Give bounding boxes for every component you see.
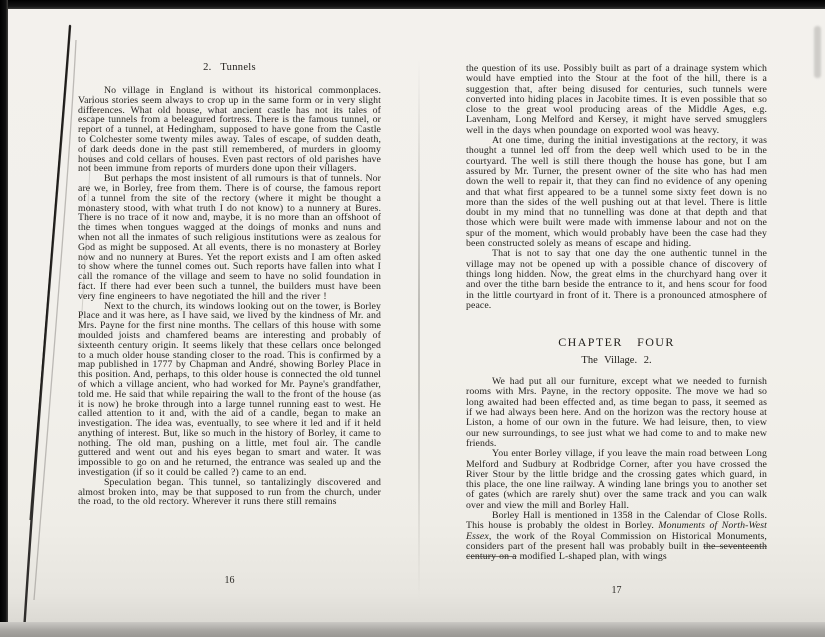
paragraph: the question of its use. Possibly built as part of a drainage system which would have emptied into the Stour at the foot of the hill, there is a suggestion that, after being disused for centuries, such tunnels were converted into hiding places in Jacobite times. It is even possible that so close to the great wool producing areas of the Middle Ages, e.g. Lavenham, Long Melford and Kersey, it might have served smugglers well in the days when poundage on exported wool was heavy.: [466, 63, 767, 136]
page-left: [78, 62, 381, 586]
paragraph: At one time, during the initial investigations at the rectory, it was thought a tunnel led off from the deep well which used to be in the courtyard. The well is still there though the house has gone, but I am assured by Mr. Turner, the present owner of the site who has had men down the well to repair it, that they can find no evidence of any opening and that what first appeared to be a tunnel some sixty feet down is no more than the sides of the well pushing out at that level. There is little doubt in my mind that no tunnelling was done at that depth and that those which were built were made with immense labour and not on the spur of the moment, which would probably have been the case had they been constructed solely as means of escape and hiding.: [466, 135, 767, 250]
paragraph: No village in England is without its historical commonplaces. Various stories seem always to crop up in the same form or in very slight differences. What old house, what ancient castle has not its tales of escape tunnels from a beleagured fortress. There is the famous tunnel, or report of a tunnel, at Hedingham, supposed to have gone from the Castle to Colchester some twenty miles away. Tales of escape, of sudden death, of dark deeds done in the past still remembered, of murders in gloomy houses and cold cellars of houses. Even past rectors of old parishes have not been immune from reports of murders done upon their villagers.: [78, 85, 381, 175]
paragraph-text: modified L-shaped plan, with wings: [516, 551, 667, 563]
page-number-right: 17: [611, 585, 622, 596]
paragraph: We had put all our furniture, except what we needed to furnish rooms with Mrs. Payne, in the rectory opposite. The move we had so long awaited had been effected and, as time began to pass, it seemed as if we had always been here. And on the horizon was the rectory house at Liston, a home of our own in the future. We had leisure, then, to view our new surroundings, to see just what we had come to and to make new friends.: [466, 376, 767, 449]
chapter-heading: CHAPTER FOUR: [558, 335, 675, 350]
chapter-subheading: The Village. 2.: [581, 355, 652, 367]
page-gutter-shadow: [418, 60, 420, 600]
scan-edge-bottom: [0, 622, 825, 637]
paragraph: That is not to say that one day the one authentic tunnel in the village may not be opened up with a possible chance of discovery of things long hidden. Now, the great elms in the churchyard hang over it and over the tithe barn beside the entrance to it, and hens scour for food in the little courtyard in front of it. There is a pronounced atmosphere of peace.: [466, 248, 767, 311]
page-right: [466, 64, 767, 596]
paragraph-text: Borley Hall is mentioned in 1358 in the Calendar of Close Rolls. This house is probably the oldest in Borley.: [466, 509, 767, 532]
book-title-italic: Monuments of North-West Essex: [466, 520, 767, 542]
paragraph: Speculation began. This tunnel, so tantalizingly discovered and almost broken into, may be that supposed to run from the church, under the road, to the old rectory. Wherever it runs there still remains: [78, 476, 381, 508]
struck-text: the seventeenth century on a: [466, 540, 767, 563]
section-heading: 2. Tunnels: [203, 62, 256, 73]
paragraph: [466, 511, 767, 562]
paragraph: But perhaps the most insistent of all rumours is that of tunnels. Nor are we, in Borley, free from them. There is of course, the famous report of a tunnel from the site of the rectory (where it might be thought a monastery stood, with what truth I do not know) to a nunnery at Bures. There is no trace of it now and, maybe, it is no more than an offshoot of the times when tongues wagged at the doings of monks and nuns and when not all the inmates of such religious institutions were as zealous for God as might be supposed. At all events, there is no monastery at Borley now and no nunnery at Bures. Yet the report exists and I am often asked to show where the tunnel comes out. Such reports have fallen into what I call the romance of the village and seem to have no solid foundation in fact. If there had ever been such a tunnel, the builders must have been very fine engineers to have negotiated the hill and the river !: [78, 173, 381, 302]
paragraph-text: , the work of the Royal Commission on Historical Monuments, considers part of the present hall was probably built in: [466, 530, 767, 552]
scan-edge-top: [0, 0, 825, 9]
scan-edge-left: [0, 0, 8, 626]
paragraph: Next to the church, its windows looking out on the tower, is Borley Place and it was here, as I have said, we lived by the kindness of Mr. and Mrs. Payne for the first nine months. The cellars of this house with some moulded joists and chamfered beams are interesting and probably of sixteenth century origin. It seems likely that these cellars once belonged to a much older house standing closer to the road. This is confirmed by a map published in 1777 by Chapman and André, showing Borley Place in this position. And, perhaps, to this older house is connected the old tunnel of which a village ancient, who had worked for Mr. Payne's grandfather, told me. He said that while repairing the wall to the front of the house (as it is now) he broke through into a large tunnel running east to west. He called attention to it and, with the aid of a candle, began to make an investigation. The idea was, eventually, to see where it led and if it held anything of interest. But, like so much in the history of Borley, it came to nothing. The old man, pushing on a little, met foul air. The candle guttered and went out and his eyes began to smart and water. It was impossible to go on and he returned, the entrance was sealed up and the investigation (if so it could be called ?) came to an end.: [78, 300, 381, 479]
page-number-left: 16: [224, 575, 235, 586]
scan-smudge: [814, 26, 821, 78]
paragraph: You enter Borley village, if you leave the main road between Long Melford and Sudbury at Rodbridge Corner, after you have crossed the River Stour by the little bridge and the crossing gates which guard, in this place, the one line railway. A winding lane brings you to another set of gates (which are rarely shut) over the same track and you can walk over and view the mill and Borley Hall.: [466, 448, 767, 511]
